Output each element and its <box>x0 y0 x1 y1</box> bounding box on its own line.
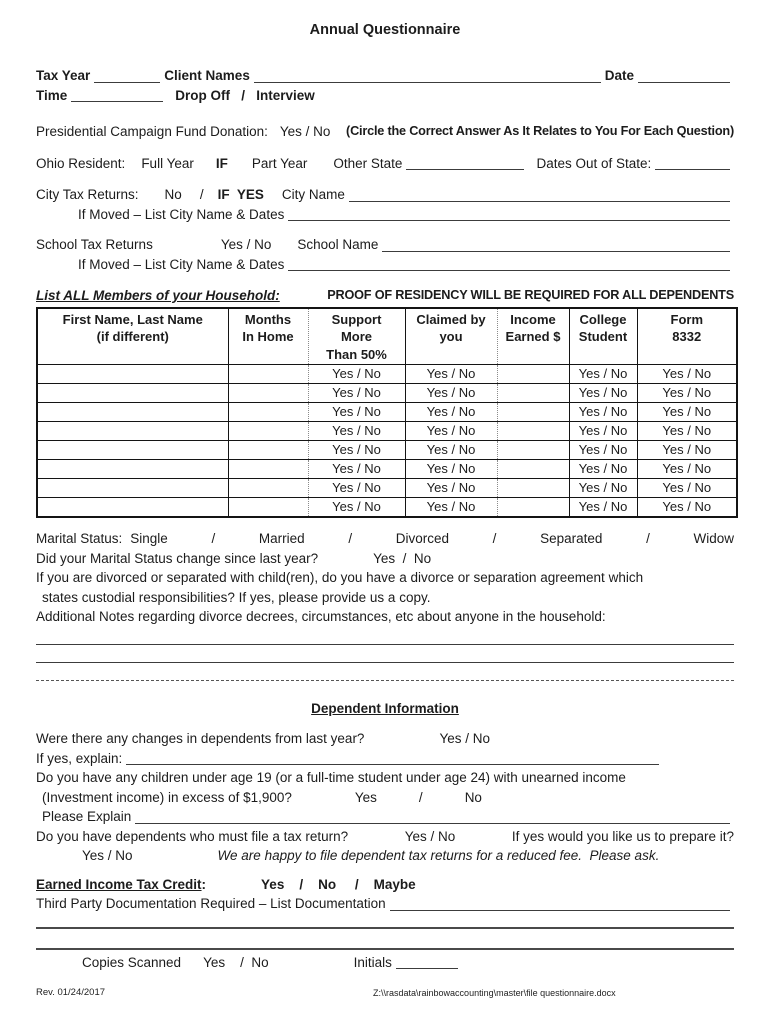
eitc-label: Earned Income Tax Credit <box>36 876 202 892</box>
drop-off-interview-options[interactable]: Drop Off / Interview <box>175 87 315 103</box>
name-cell[interactable] <box>37 422 228 441</box>
months-cell[interactable] <box>228 460 308 479</box>
marital-divorced-option[interactable]: Divorced <box>395 531 450 546</box>
school-name-label: School Name <box>297 237 379 252</box>
client-names-label: Client Names <box>164 68 250 83</box>
marital-widow-option[interactable]: Widow <box>693 531 734 546</box>
household-table-row <box>37 479 737 498</box>
page-title: Annual Questionnaire <box>309 22 461 38</box>
marital-slash-4: / <box>646 531 650 546</box>
city-slash: / <box>199 187 204 202</box>
client-names-field[interactable] <box>254 72 601 83</box>
marital-change-yes-no[interactable]: Yes / No <box>373 550 432 566</box>
household-table-row <box>37 441 737 460</box>
form-cell[interactable]: Yes / No <box>637 403 737 422</box>
household-table-row <box>37 498 737 518</box>
income-cell[interactable] <box>497 441 569 460</box>
campaign-group <box>36 122 330 142</box>
school-if-moved-label: If Moved – List City Name & Dates <box>78 256 285 272</box>
eitc-label-group <box>36 875 206 895</box>
support-cell[interactable]: Yes / No <box>308 498 405 518</box>
row-ohio-resident <box>36 154 734 174</box>
notes-line-3[interactable] <box>36 663 734 681</box>
divorce-agreement-line2: states custodial responsibilities? If yes, please provide us a copy. <box>42 589 431 605</box>
initials-label: Initials <box>353 954 392 970</box>
dependents-file-question: Do you have dependents who must file a tax return? <box>36 828 349 844</box>
prepare-question: If yes would you like us to prepare it? <box>511 828 734 844</box>
eitc-options[interactable]: Yes / No / Maybe <box>261 876 416 892</box>
claimed-cell[interactable]: Yes / No <box>405 441 497 460</box>
support-cell[interactable]: Yes / No <box>308 479 405 498</box>
page-footer <box>36 987 734 999</box>
children-unearned-line2: (Investment income) in excess of $1,900? <box>42 789 292 805</box>
row-household-heading <box>36 286 734 306</box>
support-cell[interactable]: Yes / No <box>308 460 405 479</box>
row-marital-change <box>36 549 734 569</box>
months-cell[interactable] <box>228 441 308 460</box>
income-cell[interactable] <box>497 365 569 384</box>
income-cell[interactable] <box>497 422 569 441</box>
dependent-information-heading: Dependent Information <box>311 700 459 716</box>
explain-field[interactable] <box>126 754 659 765</box>
tax-year-label: Tax Year <box>36 68 91 83</box>
row-school-moved <box>36 255 734 275</box>
children-no-option[interactable]: No <box>464 789 482 805</box>
col-income-earned: Income Earned $ <box>497 308 569 365</box>
household-table-body <box>37 365 737 518</box>
form-cell[interactable]: Yes / No <box>637 365 737 384</box>
time-label: Time <box>36 87 68 103</box>
support-cell[interactable]: Yes / No <box>308 403 405 422</box>
other-state-label: Other State <box>333 155 403 171</box>
claimed-cell[interactable]: Yes / No <box>405 460 497 479</box>
college-cell[interactable]: Yes / No <box>569 384 637 403</box>
dependent-changes-yes-no[interactable]: Yes / No <box>439 731 490 746</box>
documentation-line-2[interactable] <box>36 929 734 950</box>
name-cell[interactable] <box>37 441 228 460</box>
marital-status-label: Marital Status: <box>36 531 123 546</box>
revision-date: Rev. 01/24/2017 <box>36 987 106 998</box>
income-cell[interactable] <box>497 403 569 422</box>
reduced-fee-note: We are happy to file dependent tax returns for a reduced fee. Please ask. <box>217 848 660 863</box>
col-support: Support More Than 50% <box>308 308 405 365</box>
form-cell[interactable]: Yes / No <box>637 441 737 460</box>
household-table-row <box>37 460 737 479</box>
row-dependents-file <box>36 827 734 847</box>
college-cell[interactable]: Yes / No <box>569 403 637 422</box>
col-college-student: College Student <box>569 308 637 365</box>
marital-change-question: Did your Marital Status change since last year? <box>36 550 319 566</box>
city-if-yes: IF YES <box>217 187 264 202</box>
row-tax-year <box>36 66 734 86</box>
household-table-row <box>37 384 737 403</box>
eitc-colon: : <box>201 876 207 892</box>
col-form-8332: Form 8332 <box>637 308 737 365</box>
claimed-cell[interactable]: Yes / No <box>405 498 497 518</box>
marital-single-option[interactable]: Single <box>130 531 168 546</box>
notes-line-2[interactable] <box>36 645 734 663</box>
copies-scanned-yes-no[interactable]: Yes / No <box>203 954 269 970</box>
months-cell[interactable] <box>228 384 308 403</box>
marital-slash-3: / <box>492 531 497 546</box>
income-cell[interactable] <box>497 460 569 479</box>
support-cell[interactable]: Yes / No <box>308 384 405 403</box>
school-moved-field[interactable] <box>288 260 730 271</box>
row-children-answer <box>36 788 734 808</box>
form-cell[interactable]: Yes / No <box>637 384 737 403</box>
please-explain-field[interactable] <box>135 813 730 824</box>
additional-notes-label: Additional Notes regarding divorce decrees, circumstances, etc about anyone in the household: <box>36 609 606 624</box>
school-yes-no[interactable]: Yes / No <box>220 237 272 252</box>
city-name-field[interactable] <box>349 191 730 202</box>
row-explain <box>36 749 734 769</box>
row-fee-note <box>36 846 734 866</box>
row-marital-status <box>36 529 734 549</box>
dates-out-of-state-field[interactable] <box>655 159 730 170</box>
name-cell[interactable] <box>37 365 228 384</box>
prepare-yes-no[interactable]: Yes / No <box>82 848 133 863</box>
row-third-party <box>36 894 734 914</box>
income-cell[interactable] <box>497 498 569 518</box>
support-cell[interactable]: Yes / No <box>308 365 405 384</box>
copies-scanned-label: Copies Scanned <box>82 954 182 970</box>
form-cell[interactable]: Yes / No <box>637 422 737 441</box>
explain-label: If yes, explain: <box>36 750 123 766</box>
form-cell[interactable]: Yes / No <box>637 479 737 498</box>
residency-notice: PROOF OF RESIDENCY WILL BE REQUIRED FOR ALL DEPENDENTS <box>327 288 734 302</box>
months-cell[interactable] <box>228 479 308 498</box>
city-moved-field[interactable] <box>288 210 730 221</box>
tax-year-field[interactable] <box>94 72 160 83</box>
time-field[interactable] <box>71 91 163 102</box>
row-copies-scanned <box>36 953 734 973</box>
name-cell[interactable] <box>37 479 228 498</box>
documentation-line-1[interactable] <box>36 914 734 929</box>
children-yes-option[interactable]: Yes <box>354 789 377 805</box>
household-table <box>36 307 738 519</box>
ohio-if-word: IF <box>215 155 228 171</box>
initials-field[interactable] <box>396 958 458 969</box>
support-cell[interactable]: Yes / No <box>308 422 405 441</box>
date-label: Date <box>604 68 634 83</box>
ohio-full-year-option[interactable]: Full Year <box>141 155 194 171</box>
college-cell[interactable]: Yes / No <box>569 498 637 518</box>
months-cell[interactable] <box>228 498 308 518</box>
notes-line-1[interactable] <box>36 627 734 645</box>
dependent-heading-row <box>36 699 734 719</box>
household-heading: List ALL Members of your Household: <box>36 288 280 303</box>
please-explain-label: Please Explain <box>42 809 132 824</box>
claimed-cell[interactable]: Yes / No <box>405 384 497 403</box>
support-cell[interactable]: Yes / No <box>308 441 405 460</box>
row-please-explain <box>36 807 734 827</box>
third-party-label: Third Party Documentation Required – List Documentation <box>36 896 386 911</box>
ohio-part-year-option[interactable]: Part Year <box>251 155 308 171</box>
marital-separated-option[interactable]: Separated <box>540 531 603 546</box>
city-no-option[interactable]: No <box>164 187 182 202</box>
col-months-in-home: Months In Home <box>228 308 308 365</box>
campaign-yes-no[interactable]: Yes / No <box>279 124 331 139</box>
dates-out-of-state-label: Dates Out of State: <box>536 155 652 171</box>
college-cell[interactable]: Yes / No <box>569 422 637 441</box>
months-cell[interactable] <box>228 403 308 422</box>
college-cell[interactable]: Yes / No <box>569 460 637 479</box>
claimed-cell[interactable]: Yes / No <box>405 403 497 422</box>
row-time <box>36 86 734 106</box>
col-first-last-name: First Name, Last Name (if different) <box>37 308 228 365</box>
dependents-file-yes-no[interactable]: Yes / No <box>404 828 456 844</box>
row-city-tax <box>36 185 734 205</box>
months-cell[interactable] <box>228 365 308 384</box>
date-field[interactable] <box>638 72 730 83</box>
third-party-field[interactable] <box>390 900 730 911</box>
college-cell[interactable]: Yes / No <box>569 479 637 498</box>
dependent-changes-question: Were there any changes in dependents from last year? <box>36 731 365 746</box>
school-tax-label: School Tax Returns <box>36 237 153 252</box>
row-city-moved <box>36 205 734 225</box>
other-state-field[interactable] <box>406 159 524 170</box>
row-campaign <box>36 122 734 142</box>
children-unearned-line1: Do you have any children under age 19 (or a full-time student under age 24) with unearned income <box>36 770 626 785</box>
col-claimed-by-you: Claimed by you <box>405 308 497 365</box>
household-table-row <box>37 422 737 441</box>
marital-slash-2: / <box>348 531 353 546</box>
city-if-moved-label: If Moved – List City Name & Dates <box>78 206 285 222</box>
row-eitc <box>36 875 734 895</box>
college-cell[interactable]: Yes / No <box>569 441 637 460</box>
name-cell[interactable] <box>37 498 228 518</box>
household-table-row <box>37 403 737 422</box>
circle-instruction: (Circle the Correct Answer As It Relates to You For Each Question) <box>346 124 734 138</box>
marital-married-option[interactable]: Married <box>258 531 305 546</box>
claimed-cell[interactable]: Yes / No <box>405 365 497 384</box>
marital-label-group <box>36 529 168 549</box>
ohio-resident-label: Ohio Resident: <box>36 155 126 171</box>
claimed-cell[interactable]: Yes / No <box>405 422 497 441</box>
row-school-tax <box>36 235 734 255</box>
claimed-cell[interactable]: Yes / No <box>405 479 497 498</box>
months-cell[interactable] <box>228 422 308 441</box>
name-cell[interactable] <box>37 460 228 479</box>
campaign-label: Presidential Campaign Fund Donation: <box>36 124 268 139</box>
city-name-label: City Name <box>281 187 345 202</box>
marital-slash-1: / <box>211 531 216 546</box>
form-cell[interactable]: Yes / No <box>637 460 737 479</box>
name-cell[interactable] <box>37 403 228 422</box>
form-cell[interactable]: Yes / No <box>637 498 737 518</box>
college-cell[interactable]: Yes / No <box>569 365 637 384</box>
income-cell[interactable] <box>497 384 569 403</box>
household-table-row <box>37 365 737 384</box>
divorce-agreement-line1: If you are divorced or separated with child(ren), do you have a divorce or separation agreement which <box>36 570 644 585</box>
city-tax-label: City Tax Returns: <box>36 187 139 202</box>
row-dependent-changes <box>36 729 734 749</box>
school-name-field[interactable] <box>382 241 730 252</box>
name-cell[interactable] <box>37 384 228 403</box>
children-slash: / <box>418 789 423 805</box>
income-cell[interactable] <box>497 479 569 498</box>
file-path: Z:\\rasdata\rainbowaccounting\master\file questionnaire.docx <box>373 988 616 998</box>
household-table-header <box>37 308 737 365</box>
